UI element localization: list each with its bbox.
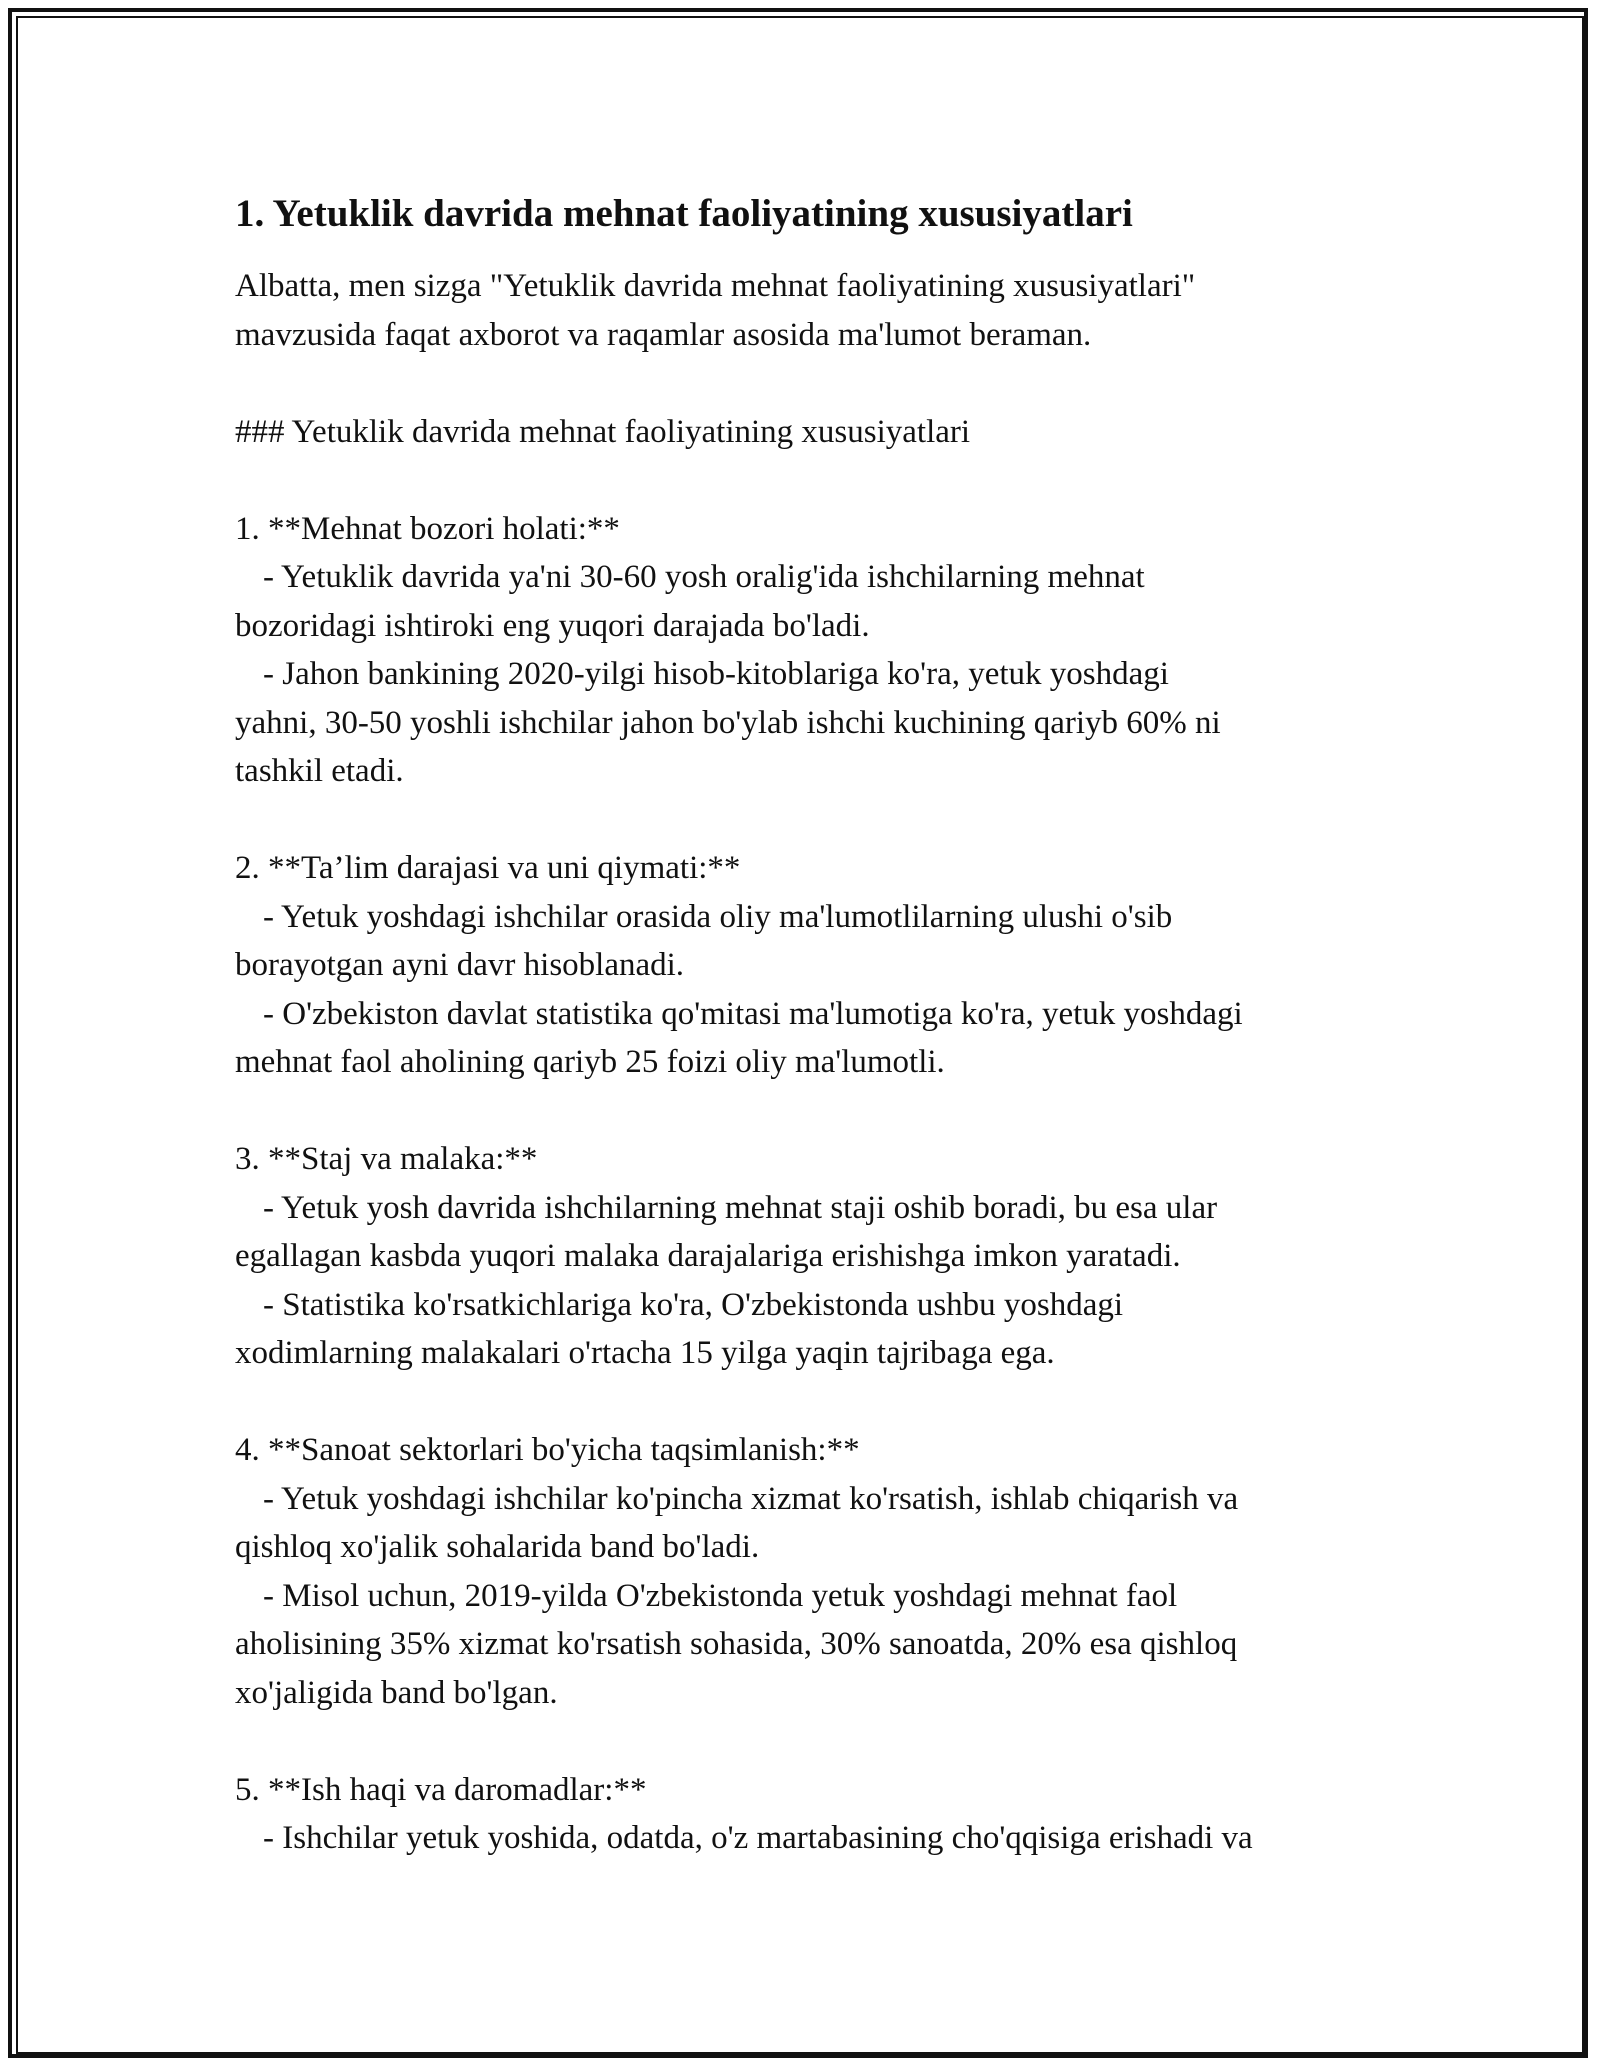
section-heading: 5. **Ish haqi va daromadlar:** — [235, 1771, 647, 1808]
subheading: ### Yetuklik davrida mehnat faoliyatining xususiyatlari — [235, 413, 971, 450]
bullet-line: aholisining 35% xizmat ko'rsatish sohasida, 30% sanoatda, 20% esa qishloq — [235, 1626, 1238, 1662]
intro-line: mavzusida faqat axborot va raqamlar asosida ma'lumot beraman. — [235, 316, 1092, 353]
bullet-line: tashkil etadi. — [235, 753, 404, 789]
section-4 — [235, 1426, 1385, 1717]
bullet-line: qishloq xo'jalik sohalarida band bo'ladi. — [235, 1529, 760, 1565]
bullet-line: borayotgan ayni davr hisoblanadi. — [235, 947, 685, 983]
section-3 — [235, 1135, 1385, 1378]
bullet-line: xo'jaligida band bo'lgan. — [235, 1674, 558, 1711]
section-heading: 2. **Ta’lim darajasi va uni qiymati:** — [235, 850, 741, 886]
bullet-line: yahni, 30-50 yoshli ishchilar jahon bo'ylab ishchi kuchining qariyb 60% ni — [235, 704, 1221, 741]
bullet-line: egallagan kasbda yuqori malaka darajalariga erishishga imkon yaratadi. — [235, 1238, 1181, 1274]
bullet-line: - Yetuklik davrida ya'ni 30-60 yosh oralig'ida ishchilarning mehnat — [263, 559, 1145, 595]
section-heading: 4. **Sanoat sektorlari bo'yicha taqsimlanish:** — [235, 1432, 860, 1468]
bullet-line: - Yetuk yosh davrida ishchilarning mehnat staji oshib boradi, bu esa ular — [263, 1189, 1218, 1226]
bullet-line: - Misol uchun, 2019-yilda O'zbekistonda yetuk yoshdagi mehnat faol — [263, 1577, 1178, 1614]
section-heading: 3. **Staj va malaka:** — [235, 1141, 538, 1177]
bullet-line: - Yetuk yoshdagi ishchilar ko'pincha xizmat ko'rsatish, ishlab chiqarish va — [263, 1480, 1239, 1517]
bullet-line: - Yetuk yoshdagi ishchilar orasida oliy ma'lumotlilarning ulushi o'sib — [263, 898, 1173, 935]
section-2 — [235, 844, 1385, 1087]
section-1 — [235, 505, 1385, 796]
bullet-line: - Statistika ko'rsatkichlariga ko'ra, O'zbekistonda ushbu yoshdagi — [263, 1286, 1124, 1323]
bullet-line: - Ishchilar yetuk yoshida, odatda, o'z martabasining cho'qqisiga erishadi va — [263, 1820, 1253, 1856]
document-title: 1. Yetuklik davrida mehnat faoliyatining xususiyatlari — [235, 192, 1133, 235]
section-heading: 1. **Mehnat bozori holati:** — [235, 510, 620, 547]
bullet-line: xodimlarning malakalari o'rtacha 15 yilga yaqin tajribaga ega. — [235, 1335, 1055, 1371]
bullet-line: mehnat faol aholining qariyb 25 foizi oliy ma'lumotli. — [235, 1044, 945, 1080]
bullet-line: bozoridagi ishtiroki eng yuqori darajada bo'ladi. — [235, 607, 870, 644]
bullet-line: - O'zbekiston davlat statistika qo'mitasi ma'lumotiga ko'ra, yetuk yoshdagi — [263, 995, 1243, 1032]
intro-line: Albatta, men sizga "Yetuklik davrida mehnat faoliyatining xususiyatlari" — [235, 268, 1196, 304]
section-5 — [235, 1766, 1385, 1863]
document-page — [235, 188, 1385, 1863]
bullet-line: - Jahon bankining 2020-yilgi hisob-kitoblariga ko'ra, yetuk yoshdagi — [263, 656, 1169, 692]
